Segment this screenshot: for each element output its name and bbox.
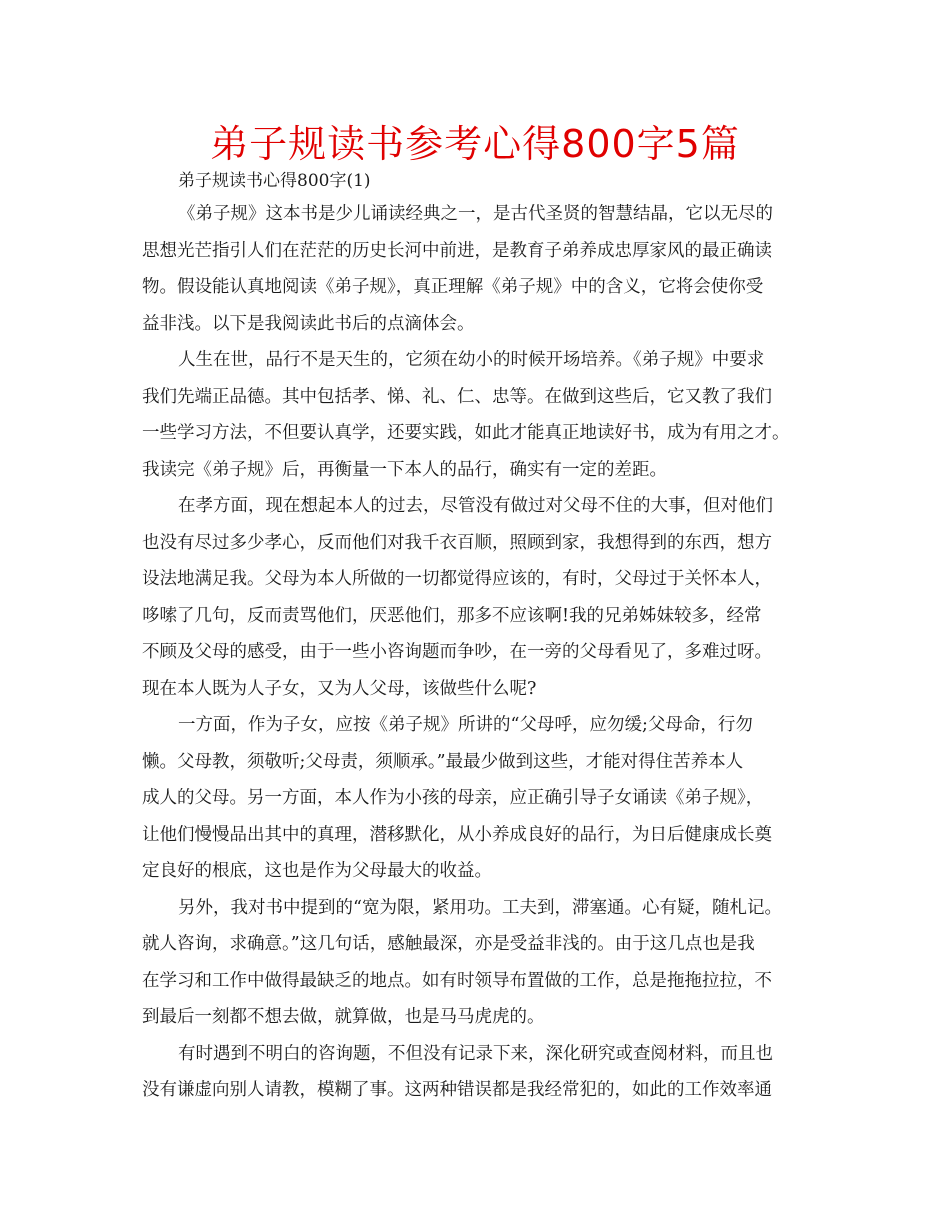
paragraph (142, 707, 822, 890)
text-line: 哆嗦了几句，反而责骂他们，厌恶他们，那多不应该啊!我的兄弟姊妹较多，经常 (142, 605, 762, 626)
text-line: 另外，我对书中提到的“宽为限，紧用功。工夫到，滞塞通。心有疑，随札记。 (178, 897, 782, 918)
paragraph (142, 342, 822, 488)
text-line: 到最后一刻都不想去做，就算做，也是马马虎虎的。 (142, 1007, 545, 1027)
text-line: 《弟子规》这本书是少儿诵读经典之一，是古代圣贤的智慧结晶，它以无尽的 (178, 204, 773, 224)
text-line: 物。假设能认真地阅读《弟子规》，真正理解《弟子规》中的含义，它将会使你受 (142, 277, 764, 297)
text-line: 定良好的根底，这也是作为父母最大的收益。 (142, 861, 492, 881)
text-line: 就人咨询，求确意。”这几句话，感触最深，亦是受益非浅的。由于这几点也是我 (142, 934, 755, 954)
text-line: 没有谦虚向别人请教，模糊了事。这两种错误都是我经常犯的，如此的工作效率通 (142, 1080, 772, 1100)
section-heading: 弟子规读书心得800字(1) (178, 171, 371, 191)
text-line: 也没有尽过多少孝心，反而他们对我千衣百顺，照顾到家，我想得到的东西，想方 (142, 532, 772, 553)
text-line: 懒。父母教，须敬听;父母责，须顺承。”最最少做到这些，才能对得住苦养本人 (142, 751, 744, 772)
text-line: 在学习和工作中做得最缺乏的地点。如有时领导布置做的工作，总是拖拖拉拉，不 (142, 970, 772, 991)
document-body (142, 196, 822, 1109)
text-line: 一方面，作为子女，应按《弟子规》所讲的“父母呼，应勿缓;父母命，行勿 (178, 715, 753, 735)
document-title: 弟子规读书参考心得800字5篇 (210, 122, 740, 166)
text-line: 益非浅。以下是我阅读此书后的点滴体会。 (142, 313, 475, 334)
text-line: 有时遇到不明白的咨询题，不但没有记录下来，深化研究或查阅材料，而且也 (178, 1043, 773, 1064)
paragraph (142, 196, 822, 342)
text-line: 不顾及父母的感受，由于一些小咨询题而争吵，在一旁的父母看见了，多难过呀。 (142, 642, 772, 662)
text-line: 在孝方面，现在想起本人的过去，尽管没有做过对父母不住的大事，但对他们 (178, 496, 773, 516)
text-line: 一些学习方法，不但要认真学，还要实践，如此才能真正地读好书，成为有用之才。 (142, 423, 790, 443)
text-line: 现在本人既为人子女，又为人父母，该做些什么呢? (142, 678, 537, 699)
text-line: 设法地满足我。父母为本人所做的一切都觉得应该的，有时，父母过于关怀本人， (142, 569, 772, 589)
text-line: 思想光芒指引人们在茫茫的历史长河中前进，是教育子弟养成忠厚家风的最正确读 (142, 240, 772, 261)
text-line: 让他们慢慢品出其中的真理，潜移默化，从小养成良好的品行，为日后健康成长奠 (142, 824, 772, 845)
paragraph (142, 488, 822, 707)
paragraph (142, 890, 822, 1036)
text-line: 我们先端正品德。其中包括孝、悌、礼、仁、忠等。在做到这些后，它又教了我们 (142, 386, 772, 407)
text-line: 我读完《弟子规》后，再衡量一下本人的品行，确实有一定的差距。 (142, 459, 667, 480)
paragraph (142, 1036, 822, 1109)
text-line: 人生在世，品行不是天生的，它须在幼小的时候开场培养。《弟子规》中要求 (178, 350, 765, 370)
text-line: 成人的父母。另一方面，本人作为小孩的母亲，应正确引导子女诵读《弟子规》， (142, 788, 764, 808)
